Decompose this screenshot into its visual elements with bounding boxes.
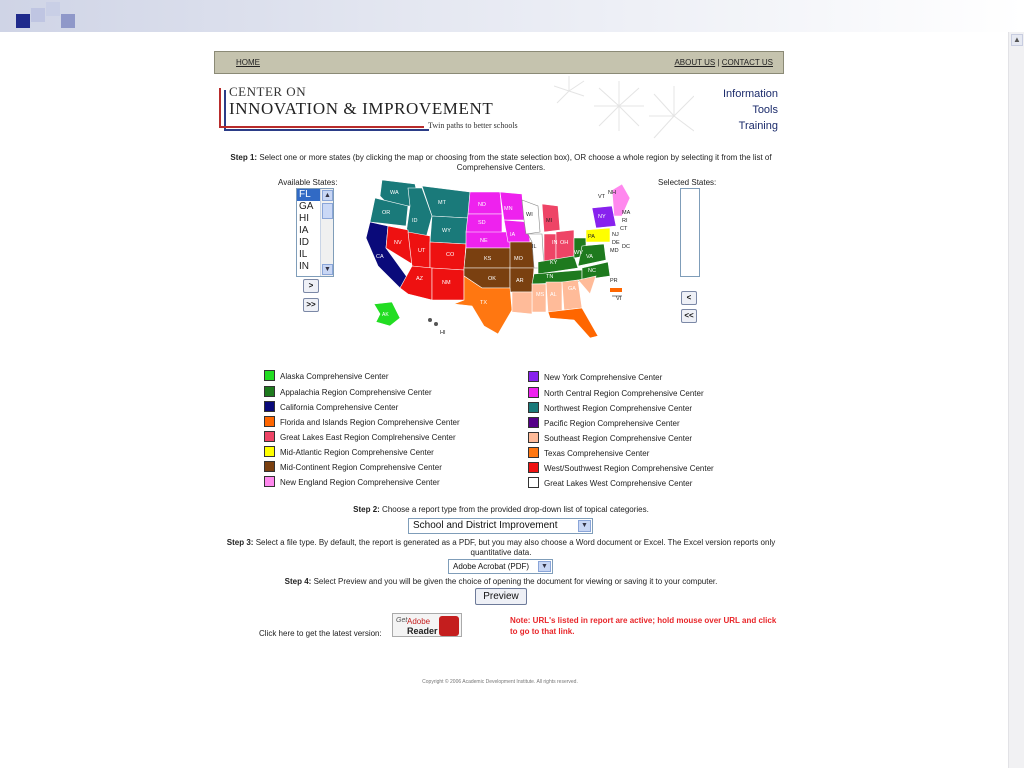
remove-all-states-button[interactable]: << — [681, 309, 697, 323]
legend-item[interactable] — [264, 417, 460, 429]
copyright-text: Copyright © 2006 Academic Development Institute. All rights reserved. — [422, 679, 578, 685]
svg-text:VI: VI — [616, 296, 622, 302]
file-type-select[interactable] — [448, 559, 553, 574]
add-all-states-button[interactable]: >> — [303, 298, 319, 312]
svg-text:KY: KY — [550, 260, 558, 266]
svg-text:KS: KS — [484, 256, 492, 262]
legend-swatch — [528, 387, 539, 398]
svg-text:SD: SD — [478, 220, 486, 226]
file-type-value: Adobe Acrobat (PDF) — [453, 562, 530, 571]
step2-text: Choose a report type from the provided drop-down list of topical categories. — [382, 505, 649, 514]
legend-label: West/Southwest Region Comprehensive Center — [544, 464, 714, 473]
svg-text:NV: NV — [394, 240, 402, 246]
legend-item[interactable] — [528, 463, 714, 475]
adobe-brand-text: Adobe — [407, 617, 431, 626]
state-option[interactable]: IL — [299, 249, 308, 260]
svg-text:WI: WI — [526, 212, 533, 218]
tagline-tools: Tools — [752, 104, 778, 116]
brand-red-rule — [219, 88, 221, 128]
svg-text:VA: VA — [586, 254, 593, 260]
svg-text:GA: GA — [568, 286, 576, 292]
add-state-button[interactable]: > — [303, 279, 319, 293]
svg-text:ND: ND — [478, 202, 486, 208]
brand-blue-rule — [224, 90, 226, 130]
legend-item[interactable] — [264, 477, 440, 489]
brand-red-underline — [219, 126, 424, 128]
legend-swatch — [264, 370, 275, 381]
step2-label: Step 2: — [353, 505, 380, 514]
svg-text:MI: MI — [546, 218, 553, 224]
svg-text:OR: OR — [382, 210, 391, 216]
adobe-get-text: Get — [396, 617, 408, 624]
legend-label: New England Region Comprehensive Center — [280, 478, 440, 487]
svg-text:MA: MA — [622, 210, 631, 216]
legend-label: Great Lakes West Comprehensive Center — [544, 479, 693, 488]
svg-text:DC: DC — [622, 244, 630, 250]
available-states-list[interactable] — [296, 188, 334, 277]
legend-label: Great Lakes East Region Complrehensive Center — [280, 433, 456, 442]
svg-text:OH: OH — [560, 240, 569, 246]
legend-label: Pacific Region Comprehensive Center — [544, 419, 680, 428]
svg-text:MT: MT — [438, 200, 446, 206]
legend-swatch — [528, 417, 539, 428]
legend-item[interactable] — [264, 447, 434, 459]
chevron-down-icon[interactable]: ▼ — [578, 520, 591, 532]
legend-item[interactable] — [264, 387, 432, 399]
step3-instructions — [214, 538, 788, 558]
nav-contact-link[interactable]: CONTACT US — [721, 58, 773, 67]
svg-text:IL: IL — [532, 244, 537, 250]
tagline-training: Training — [738, 120, 778, 132]
deco-square-3 — [46, 2, 60, 16]
legend-swatch — [264, 386, 275, 397]
step3-label: Step 3: — [226, 538, 254, 547]
nav-right-links — [674, 58, 773, 67]
step1-text: Select one or more states (by clicking the map or choosing from the state selection box), OR choose a whole region by selecting it from the list of Comprehensive Centers. — [259, 153, 772, 172]
page-scrollbar[interactable] — [1008, 32, 1024, 768]
legend-item[interactable] — [528, 388, 704, 400]
legend-item[interactable] — [528, 372, 662, 384]
site-header — [214, 76, 784, 146]
selected-states-label: Selected States: — [658, 178, 717, 187]
starburst-decoration-icon — [554, 76, 694, 146]
svg-text:MD: MD — [610, 248, 619, 254]
svg-text:HI: HI — [440, 330, 446, 336]
legend-item[interactable] — [528, 433, 692, 445]
legend-label: Mid-Atlantic Region Comprehensive Center — [280, 448, 434, 457]
legend-item[interactable] — [264, 432, 456, 444]
legend-swatch — [528, 447, 539, 458]
nav-about-link[interactable]: ABOUT US — [674, 58, 716, 67]
step1-label: Step 1: — [230, 153, 258, 162]
svg-text:PA: PA — [588, 234, 595, 240]
legend-swatch — [264, 476, 275, 487]
svg-text:TX: TX — [480, 300, 488, 306]
selected-states-list[interactable] — [680, 188, 700, 277]
svg-text:NJ: NJ — [612, 232, 619, 238]
brand-tagline: Twin paths to better schools — [428, 121, 518, 130]
svg-text:NM: NM — [442, 280, 451, 286]
legend-item[interactable] — [528, 403, 692, 415]
svg-text:NC: NC — [588, 268, 596, 274]
tagline-information: Information — [722, 88, 778, 100]
slide-header-bar — [0, 0, 1024, 32]
state-hi — [428, 318, 432, 322]
svg-text:WV: WV — [574, 250, 583, 256]
legend-label: Alaska Comprehensive Center — [280, 372, 389, 381]
scroll-up-icon[interactable]: ▲ — [322, 190, 333, 201]
state-ms — [532, 284, 546, 312]
legend-label: California Comprehensive Center — [280, 403, 399, 412]
legend-swatch — [528, 477, 539, 488]
nav-separator: | — [717, 58, 720, 67]
legend-swatch — [264, 416, 275, 427]
legend-swatch — [528, 402, 539, 413]
brand-blue-underline — [224, 129, 429, 131]
legend-swatch — [528, 371, 539, 382]
state-la — [512, 292, 532, 314]
svg-text:AL: AL — [550, 292, 557, 298]
svg-text:IN: IN — [552, 240, 558, 246]
legend-swatch — [528, 462, 539, 473]
svg-text:MN: MN — [504, 206, 513, 212]
adobe-reader-text: Reader — [407, 626, 438, 636]
svg-text:PR: PR — [610, 278, 618, 284]
step4-text: Select Preview and you will be given the choice of opening the document for viewing or saving it to your computer. — [313, 577, 718, 586]
state-option[interactable]: IA — [299, 225, 309, 236]
brand-line-1: CENTER ON — [229, 84, 307, 99]
svg-text:DE: DE — [612, 240, 620, 246]
svg-text:NY: NY — [598, 214, 606, 220]
legend-item[interactable] — [264, 371, 389, 383]
state-option[interactable]: GA — [299, 201, 314, 212]
legend-label: Mid-Continent Region Comprehensive Center — [280, 463, 442, 472]
svg-text:AK: AK — [382, 312, 389, 318]
scroll-up-arrow-icon[interactable]: ▲ — [1011, 34, 1023, 46]
preview-button[interactable]: Preview — [475, 588, 527, 605]
deco-square-2 — [31, 8, 45, 22]
remove-state-button[interactable]: < — [681, 291, 697, 305]
state-pr — [610, 288, 622, 292]
legend-label: New York Comprehensive Center — [544, 373, 663, 382]
url-note: Note: URL's listed in report are active; hold mouse over URL and click to go to that link. — [510, 616, 777, 636]
state-nc — [582, 262, 610, 280]
legend-swatch — [528, 432, 539, 443]
state-ne — [466, 232, 512, 248]
legend-label: North Central Region Comprehensive Center — [544, 389, 704, 398]
state-option[interactable]: ID — [299, 237, 309, 248]
scroll-down-icon[interactable]: ▼ — [322, 264, 333, 275]
legend-label: Northwest Region Comprehensive Center — [544, 404, 693, 413]
svg-text:CA: CA — [376, 254, 384, 260]
svg-text:AZ: AZ — [416, 276, 424, 282]
svg-text:CO: CO — [446, 252, 455, 258]
step2-instructions — [214, 505, 788, 515]
legend-item[interactable] — [528, 478, 692, 490]
svg-text:NH: NH — [608, 190, 616, 196]
chevron-down-icon[interactable]: ▼ — [538, 561, 551, 572]
report-type-value: School and District Improvement — [413, 520, 558, 531]
svg-text:MS: MS — [536, 292, 545, 298]
header-tagline-right — [723, 86, 778, 134]
svg-text:TN: TN — [546, 274, 554, 280]
legend-swatch — [264, 446, 275, 457]
svg-text:VT: VT — [598, 194, 606, 200]
svg-text:WA: WA — [390, 190, 399, 196]
legend-label: Appalachia Region Comprehensive Center — [280, 388, 432, 397]
state-option[interactable]: IN — [299, 261, 309, 272]
legend-label: Texas Comprehensive Center — [544, 449, 650, 458]
step4-label: Step 4: — [284, 577, 312, 586]
report-type-select[interactable] — [408, 518, 593, 534]
svg-text:MO: MO — [514, 256, 523, 262]
step4-instructions — [214, 577, 788, 587]
available-states-label: Available States: — [278, 178, 338, 187]
svg-text:RI: RI — [622, 218, 628, 224]
brand-line-2: INNOVATION & IMPROVEMENT — [229, 99, 494, 118]
top-nav-bar — [214, 51, 784, 74]
svg-text:NE: NE — [480, 238, 488, 244]
legend-item[interactable] — [528, 448, 649, 460]
legend-label: Florida and Islands Region Comprehensive Center — [280, 418, 460, 427]
state-option[interactable]: HI — [299, 213, 309, 224]
svg-text:CT: CT — [620, 226, 628, 232]
get-adobe-reader-button[interactable] — [392, 613, 462, 637]
list-scrollbar[interactable] — [320, 189, 333, 276]
deco-square-1 — [16, 14, 30, 28]
legend-item[interactable] — [528, 418, 680, 430]
step3-text: Select a file type. By default, the report is generated as a PDF, but you may also choose a Word document or Excel. The Excel version reports only quantitative data. — [255, 538, 776, 557]
legend-item[interactable] — [264, 402, 398, 414]
adobe-logo-icon — [439, 616, 459, 636]
state-option[interactable]: FL — [297, 189, 333, 201]
legend-swatch — [264, 431, 275, 442]
svg-text:IA: IA — [510, 232, 516, 238]
state-ga — [562, 280, 582, 310]
scroll-thumb[interactable] — [322, 203, 333, 219]
state-az — [400, 266, 432, 300]
svg-text:FL: FL — [570, 320, 577, 326]
us-region-map[interactable] — [360, 176, 640, 341]
svg-text:WY: WY — [442, 228, 451, 234]
nav-home-link[interactable]: HOME — [236, 58, 260, 67]
legend-label: Southeast Region Comprehensive Center — [544, 434, 693, 443]
svg-text:UT: UT — [418, 248, 426, 254]
legend-item[interactable] — [264, 462, 442, 474]
svg-text:OK: OK — [488, 276, 496, 282]
svg-text:AR: AR — [516, 278, 524, 284]
svg-text:ID: ID — [412, 218, 418, 224]
step1-instructions — [214, 153, 788, 173]
legend-swatch — [264, 401, 275, 412]
adobe-reader-prompt: Click here to get the latest version: — [259, 629, 382, 638]
deco-square-4 — [61, 14, 75, 28]
legend-swatch — [264, 461, 275, 472]
